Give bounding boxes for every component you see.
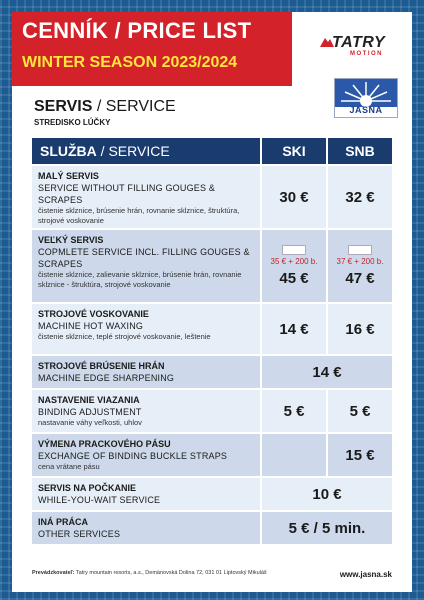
ski-price-cell — [262, 230, 326, 302]
section-title — [34, 98, 176, 116]
tatry-motion-logo — [320, 34, 402, 60]
snb-points-price: 37 € + 200 b. — [336, 257, 384, 266]
service-cell — [32, 304, 260, 354]
service-name-sk: MALÝ SERVIS — [38, 171, 99, 181]
table-row — [32, 356, 392, 388]
snb-price-cell — [328, 230, 392, 302]
service-description: cena vrátane pásu — [38, 462, 100, 471]
column-service-light: / SERVICE — [96, 143, 170, 159]
service-name-en: EXCHANGE OF BINDING BUCKLE STRAPS — [38, 451, 228, 461]
service-description: nastavanie váhy veľkosti, uhlov — [38, 418, 142, 427]
tatry-logo-sub: MOTION — [350, 51, 383, 57]
service-name-sk: INÁ PRÁCA — [38, 517, 89, 527]
service-name-en: MACHINE EDGE SHARPENING — [38, 373, 175, 383]
table-row — [32, 390, 392, 432]
ski-price: 5 € — [262, 390, 326, 432]
table-row — [32, 304, 392, 354]
service-name-en: BINDING ADJUSTMENT — [38, 407, 142, 417]
service-description: čistenie sklznice, zalievanie sklznice, brúsenie hrán, rovnanie sklznice - štruktúra, strojové voskovanie — [38, 270, 242, 289]
service-name-en: COPMLETE SERVICE INCL. FILLING GOUGES & SCRAPES — [38, 247, 250, 269]
tatry-logo-word: TATRY — [332, 34, 386, 51]
snb-pass-ticket-icon — [348, 245, 372, 255]
service-cell — [32, 434, 260, 476]
service-cell — [32, 356, 260, 388]
ski-pass-ticket-icon — [282, 245, 306, 255]
price-table — [32, 138, 392, 546]
snb-price: 15 € — [328, 434, 392, 476]
section-subtitle: STREDISKO LÚČKY — [34, 118, 111, 127]
header-banner — [12, 12, 292, 86]
table-row — [32, 512, 392, 544]
service-name-en: OTHER SERVICES — [38, 529, 121, 539]
both-price: 10 € — [262, 478, 392, 510]
snb-price: 32 € — [328, 166, 392, 228]
service-name-en: WHILE-YOU-WAIT SERVICE — [38, 495, 161, 505]
both-price: 14 € — [262, 356, 392, 388]
table-row — [32, 166, 392, 228]
ski-price — [262, 434, 326, 476]
service-cell — [32, 478, 260, 510]
service-name-sk: SERVIS NA POČKANIE — [38, 483, 137, 493]
service-name-en: SERVICE WITHOUT FILLING GOUGES & SCRAPES — [38, 183, 216, 205]
column-snb-header: SNB — [345, 143, 375, 159]
service-name-sk: NASTAVENIE VIAZANIA — [38, 395, 140, 405]
table-header — [32, 138, 392, 164]
table-row — [32, 478, 392, 510]
section-title-bold: SERVIS — [34, 98, 93, 115]
ski-points-price: 35 € + 200 b. — [270, 257, 318, 266]
service-name-sk: STROJOVÉ VOSKOVANIE — [38, 309, 149, 319]
service-name-en: MACHINE HOT WAXING — [38, 321, 144, 331]
section-title-light: / SERVICE — [92, 98, 176, 115]
service-name-sk: VEĽKÝ SERVIS — [38, 235, 104, 245]
service-cell — [32, 166, 260, 228]
footer-operator-label: Prevádzkovateľ: — [32, 570, 75, 576]
both-price: 5 € / 5 min. — [262, 512, 392, 544]
table-row — [32, 230, 392, 302]
service-description: čistenie sklznice, teplé strojové voskovanie, leštenie — [38, 332, 211, 341]
header-title: CENNÍK / PRICE LIST — [22, 18, 252, 43]
ski-price: 14 € — [262, 304, 326, 354]
snb-price: 5 € — [328, 390, 392, 432]
column-ski-header: SKI — [282, 143, 306, 159]
service-name-sk: STROJOVÉ BRÚSENIE HRÁN — [38, 361, 165, 371]
ski-price: 45 € — [279, 270, 309, 287]
ski-price: 30 € — [262, 166, 326, 228]
column-service-header — [32, 143, 260, 159]
snb-price: 16 € — [328, 304, 392, 354]
footer-operator: Tatry mountain resorts, a.s., Demänovská Dolina 72, 031 01 Liptovský Mikuláš — [75, 570, 267, 576]
service-cell — [32, 512, 260, 544]
table-row — [32, 434, 392, 476]
header-subtitle: WINTER SEASON 2023/2024 — [22, 54, 238, 71]
service-description: čistenie sklznice, brúsenie hrán, rovnanie sklznice, štruktúra, strojové voskovanie — [38, 206, 240, 225]
service-name-sk: VÝMENA PRACKOVÉHO PÁSU — [38, 439, 171, 449]
service-cell — [32, 390, 260, 432]
column-service-bold: SLUŽBA — [40, 143, 97, 159]
sun-icon — [335, 79, 397, 107]
footer-url-link[interactable]: www.jasna.sk — [339, 570, 392, 579]
jasna-logo-word: JASNA — [349, 105, 383, 115]
service-cell — [32, 230, 260, 302]
jasna-logo — [334, 78, 398, 118]
snb-price: 47 € — [345, 270, 375, 287]
footer — [32, 570, 392, 582]
